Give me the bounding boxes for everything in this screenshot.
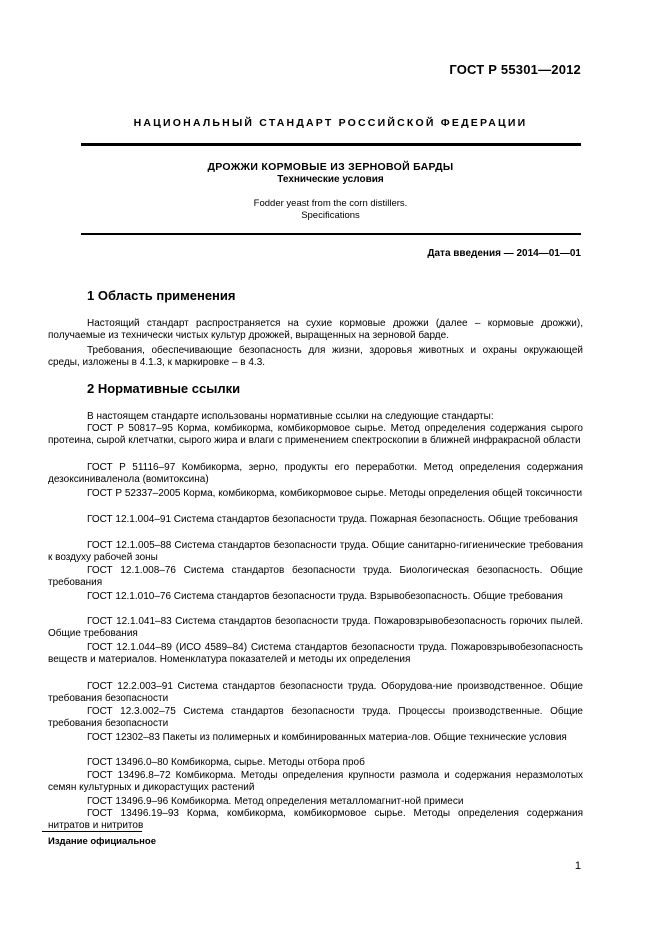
reference-item: ГОСТ 12.1.005–88 Система стандартов безопасности труда. Общие санитарно-гигиенические требования к воздуху рабочей зоны xyxy=(48,540,583,563)
reference-item: ГОСТ 12.1.010–76 Система стандартов безопасности труда. Взрывобезопасность. Общие требования xyxy=(87,591,563,602)
reference-item: ГОСТ 12.1.041–83 Система стандартов безопасности труда. Пожаровзрывобезопасность горючих пылей. Общие требования xyxy=(48,616,583,639)
reference-item: ГОСТ Р 51116–97 Комбикорма, зерно, продукты его переработки. Метод определения содержания дезоксиниваленола (вомитоксина) xyxy=(48,462,583,485)
reference-item: ГОСТ 12.2.003–91 Система стандартов безопасности труда. Оборудова-ние производственное. Общие требования безопасности xyxy=(48,681,583,704)
reference-item: ГОСТ 13496.0–80 Комбикорма, сырье. Методы отбора проб xyxy=(87,757,365,768)
section-heading-references: 2 Нормативные ссылки xyxy=(87,381,241,396)
reference-item: ГОСТ 12.1.044–89 (ИСО 4589–84) Система стандартов безопасности труда. Пожаровзрывобезопасность веществ и материалов. Номенклатура показателей и методы их определения xyxy=(48,642,583,665)
reference-item: ГОСТ 13496.19–93 Корма, комбикорма, комбикормовое сырье. Методы определения содержания нитратов и нитритов xyxy=(48,808,583,831)
references-intro: В настоящем стандарте использованы нормативные ссылки на следующие стандарты: xyxy=(87,411,494,422)
reference-item: ГОСТ 13496.9–96 Комбикорма. Метод определения металломагнит-ной примеси xyxy=(87,796,464,807)
page-number: 1 xyxy=(574,860,581,872)
scope-paragraph-1: Настоящий стандарт распространяется на сухие кормовые дрожжи (далее – кормовые дрожжи), получаемые из технически чистых культур дрожжей, выращенных на зерновой барде. xyxy=(48,318,583,341)
reference-item: ГОСТ Р 50817–95 Корма, комбикорма, комбикормовое сырье. Метод определения содержания сырого протеина, сырой клетчатки, сырого жира и влаги с применением спектроскопии в ближней инфракрасной области xyxy=(48,423,583,446)
reference-item: ГОСТ 13496.8–72 Комбикорма. Методы определения крупности размола и содержания неразмолотых семян культурных и дикорастущих растений xyxy=(48,770,583,793)
edition-label: Издание официальное xyxy=(48,836,156,847)
thick-divider xyxy=(81,143,581,146)
footer-divider xyxy=(42,831,142,832)
document-title-en: Fodder yeast from the corn distillers. xyxy=(253,198,408,209)
section-heading-scope: 1 Область применения xyxy=(87,288,236,303)
standard-type-heading: НАЦИОНАЛЬНЫЙ СТАНДАРТ РОССИЙСКОЙ ФЕДЕРАЦИИ xyxy=(133,117,528,129)
reference-item: ГОСТ 12302–83 Пакеты из полимерных и комбинированных материа-лов. Общие технические условия xyxy=(87,732,567,743)
title-divider xyxy=(81,233,581,235)
reference-item: ГОСТ Р 52337–2005 Корма, комбикорма, комбикормовое сырье. Методы определения общей токсичности xyxy=(87,488,583,499)
document-code: ГОСТ Р 55301—2012 xyxy=(449,62,581,77)
reference-item: ГОСТ 12.1.008–76 Система стандартов безопасности труда. Биологическая безопасность. Общие требования xyxy=(48,565,583,588)
reference-item: ГОСТ 12.3.002–75 Система стандартов безопасности труда. Процессы производственные. Общие требования безопасности xyxy=(48,706,583,729)
document-subtitle-ru: Технические условия xyxy=(277,174,384,185)
document-title-ru: ДРОЖЖИ КОРМОВЫЕ ИЗ ЗЕРНОВОЙ БАРДЫ xyxy=(207,161,454,173)
scope-paragraph-2: Требования, обеспечивающие безопасность для жизни, здоровья животных и охраны окружающей среды, изложены в 4.1.3, к маркировке – в 4.3. xyxy=(48,345,583,368)
reference-item: ГОСТ 12.1.004–91 Система стандартов безопасности труда. Пожарная безопасность. Общие требования xyxy=(87,514,578,525)
introduction-date: Дата введения — 2014—01—01 xyxy=(427,248,581,259)
document-subtitle-en: Specifications xyxy=(301,210,360,221)
